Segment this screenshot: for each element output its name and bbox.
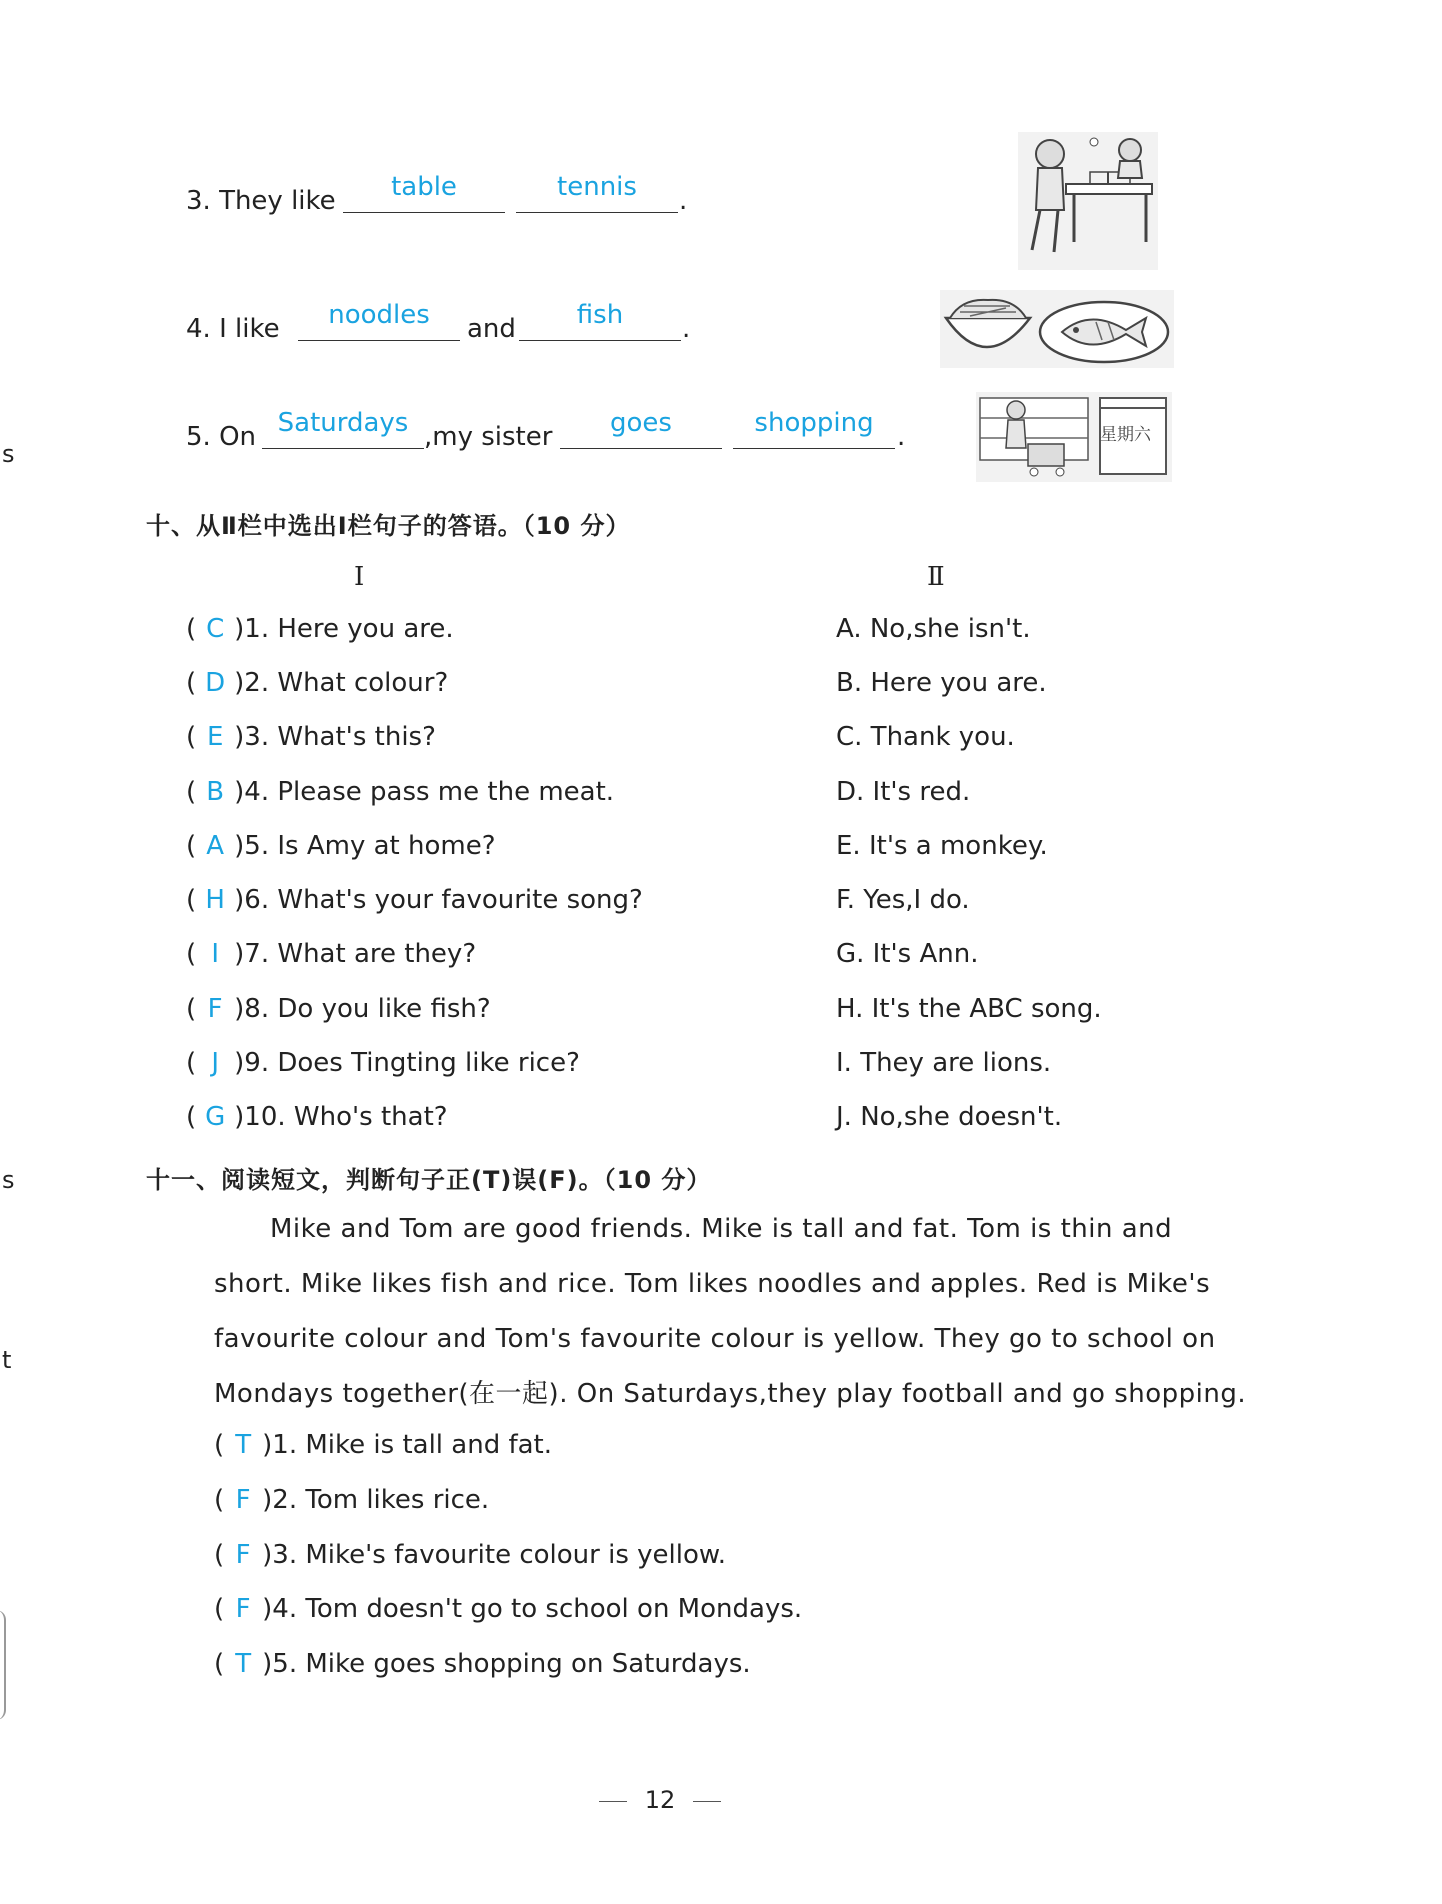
- q5-blank-2: [560, 408, 722, 449]
- matching-question-6: ( H )6. What's your favourite song?: [186, 885, 643, 915]
- option-c: C. Thank you.: [836, 722, 1015, 752]
- page-footer: [0, 1786, 1320, 1814]
- passage-line-1: Mike and Tom are good friends. Mike is tall and fat. Tom is thin and: [270, 1214, 1173, 1244]
- statement-1: ( T )1. Mike is tall and fat.: [214, 1430, 553, 1460]
- question-text: )5. Is Amy at home?: [234, 831, 496, 861]
- binding-edge: [0, 1610, 6, 1720]
- edge-letter: s: [2, 440, 15, 468]
- answer-letter: F: [207, 994, 223, 1024]
- footer-dash-right: [693, 1801, 721, 1802]
- statement-2: ( F )2. Tom likes rice.: [214, 1485, 490, 1515]
- matching-question-7: ( I )7. What are they?: [186, 939, 477, 969]
- question-text: )2. What colour?: [234, 668, 449, 698]
- table-tennis-picture: [1018, 132, 1158, 270]
- answer-letter: G: [205, 1102, 226, 1132]
- statement-4: ( F )4. Tom doesn't go to school on Mondays.: [214, 1594, 803, 1624]
- q5-middle: ,my sister: [424, 422, 553, 452]
- q3-prefix: 3. They like: [186, 186, 336, 216]
- answer-letter: D: [205, 668, 226, 698]
- footer-dash-left: [599, 1801, 627, 1802]
- option-i: I. They are lions.: [836, 1048, 1052, 1078]
- matching-question-8: ( F )8. Do you like fish?: [186, 994, 491, 1024]
- q3-answer-2: tennis: [557, 172, 637, 202]
- question-text: )1. Here you are.: [234, 614, 454, 644]
- column-1-header: Ⅰ: [354, 562, 365, 592]
- matching-question-4: ( B )4. Please pass me the meat.: [186, 777, 615, 807]
- passage-line-2: short. Mike likes fish and rice. Tom likes noodles and apples. Red is Mike's: [214, 1269, 1211, 1299]
- q4-suffix: .: [682, 314, 691, 344]
- question-text: )7. What are they?: [234, 939, 477, 969]
- answer-letter: H: [205, 885, 225, 915]
- answer-letter: T: [235, 1649, 252, 1679]
- question-text: )3. What's this?: [234, 722, 436, 752]
- answer-letter: I: [211, 939, 219, 969]
- page-number: 12: [644, 1786, 676, 1814]
- answer-letter: B: [206, 777, 225, 807]
- matching-question-9: ( J )9. Does Tingting like rice?: [186, 1048, 580, 1078]
- question-text: )4. Please pass me the meat.: [234, 777, 615, 807]
- q5-answer-2: goes: [610, 408, 672, 438]
- option-b: B. Here you are.: [836, 668, 1047, 698]
- q4-prefix: 4. I like: [186, 314, 280, 344]
- option-j: J. No,she doesn't.: [836, 1102, 1063, 1132]
- option-a: A. No,she isn't.: [836, 614, 1031, 644]
- q3-suffix: .: [679, 186, 688, 216]
- q4-blank-1: [298, 300, 460, 341]
- matching-question-5: ( A )5. Is Amy at home?: [186, 831, 496, 861]
- option-e: E. It's a monkey.: [836, 831, 1048, 861]
- matching-question-2: ( D )2. What colour?: [186, 668, 449, 698]
- q3-blank-2: [516, 172, 678, 213]
- q5-blank-3: [733, 408, 895, 449]
- statement-3: ( F )3. Mike's favourite colour is yellow.: [214, 1540, 727, 1570]
- question-text: )10. Who's that?: [234, 1102, 448, 1132]
- calendar-label: 星期六: [1100, 425, 1151, 445]
- option-d: D. It's red.: [836, 777, 971, 807]
- q5-blank-1: [262, 408, 424, 449]
- option-g: G. It's Ann.: [836, 939, 979, 969]
- matching-question-3: ( E )3. What's this?: [186, 722, 436, 752]
- option-f: F. Yes,I do.: [836, 885, 970, 915]
- q4-connector: and: [467, 314, 516, 344]
- matching-question-1: ( C )1. Here you are.: [186, 614, 454, 644]
- answer-letter: C: [206, 614, 225, 644]
- edge-letter: s: [2, 1166, 15, 1194]
- matching-question-10: ( G )10. Who's that?: [186, 1102, 448, 1132]
- question-text: )6. What's your favourite song?: [234, 885, 643, 915]
- statement-text: )1. Mike is tall and fat.: [262, 1430, 553, 1460]
- passage-line-3: favourite colour and Tom's favourite colour is yellow. They go to school on: [214, 1324, 1216, 1354]
- statement-text: )3. Mike's favourite colour is yellow.: [262, 1540, 727, 1570]
- question-text: )9. Does Tingting like rice?: [234, 1048, 580, 1078]
- answer-letter: F: [235, 1594, 251, 1624]
- q4-blank-2: [519, 300, 681, 341]
- section11-heading: 十一、阅读短文，判断句子正(T)误(F)。（10 分）: [146, 1166, 712, 1194]
- answer-letter: J: [211, 1048, 219, 1078]
- statement-5: ( T )5. Mike goes shopping on Saturdays.: [214, 1649, 751, 1679]
- q5-answer-1: Saturdays: [277, 408, 409, 438]
- q3-answer-1: table: [391, 172, 457, 202]
- q4-answer-2: fish: [576, 300, 624, 330]
- option-h: H. It's the ABC song.: [836, 994, 1102, 1024]
- q4-answer-1: noodles: [328, 300, 430, 330]
- answer-letter: T: [235, 1430, 252, 1460]
- answer-letter: A: [206, 831, 225, 861]
- edge-letter: t: [2, 1346, 12, 1374]
- q5-prefix: 5. On: [186, 422, 257, 452]
- q5-suffix: .: [897, 422, 906, 452]
- section10-heading: 十、从Ⅱ栏中选出Ⅰ栏句子的答语。（10 分）: [146, 512, 631, 540]
- answer-letter: E: [206, 722, 224, 752]
- noodles-fish-picture: [940, 290, 1174, 368]
- question-text: )8. Do you like fish?: [234, 994, 491, 1024]
- column-2-header: Ⅱ: [927, 562, 945, 592]
- q5-answer-3: shopping: [754, 408, 874, 438]
- answer-letter: F: [235, 1485, 251, 1515]
- statement-text: )5. Mike goes shopping on Saturdays.: [262, 1649, 751, 1679]
- reading-passage: [214, 1202, 1247, 1422]
- passage-line-4: Mondays together(在一起). On Saturdays,they play football and go shopping.: [214, 1379, 1247, 1409]
- q3-blank-1: [343, 172, 505, 213]
- statement-text: )4. Tom doesn't go to school on Mondays.: [262, 1594, 803, 1624]
- statement-text: )2. Tom likes rice.: [262, 1485, 490, 1515]
- answer-letter: F: [235, 1540, 251, 1570]
